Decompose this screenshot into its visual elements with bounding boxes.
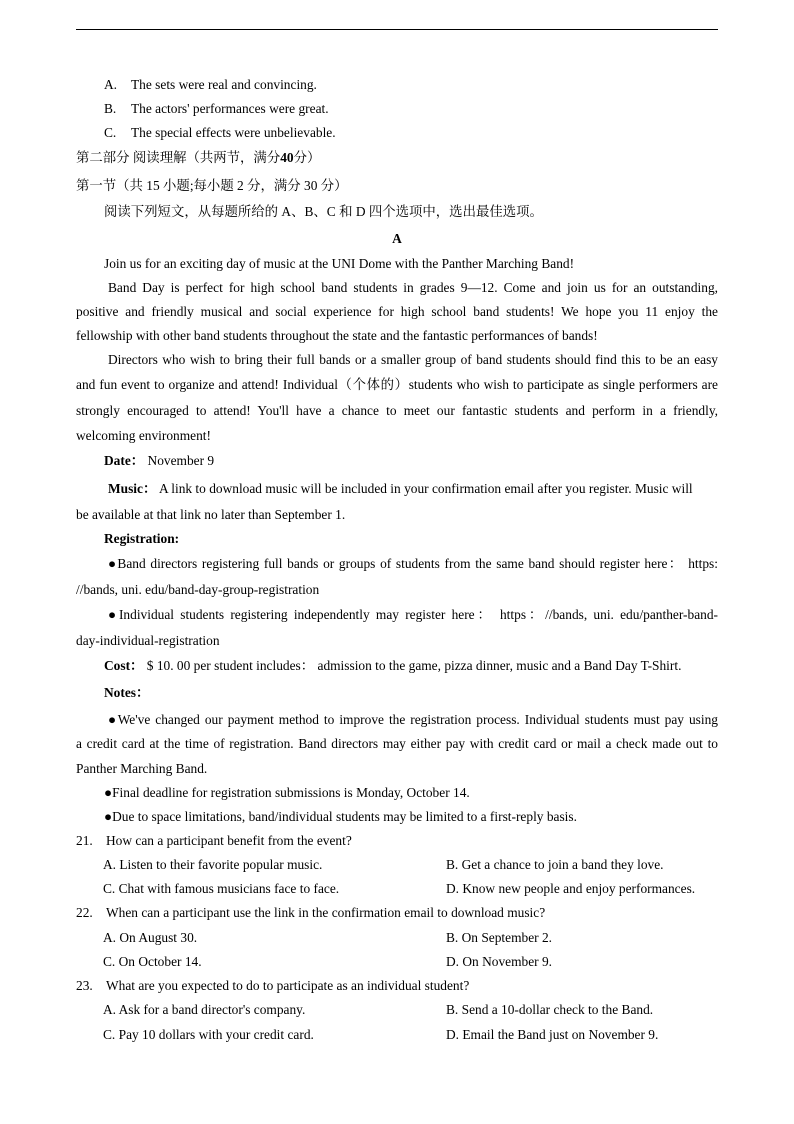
music-line2: be available at that link no later than September 1. [76, 507, 346, 522]
p2-line3: strongly encouraged to attend! You'll have a chance to meet our fantastic students and perform in a friendly, [76, 403, 718, 418]
q23-option-d[interactable]: D. Email the Band just on November 9. [446, 1027, 659, 1042]
q22-option-a[interactable]: A. On August 30. [103, 930, 198, 945]
instruction: 阅读下列短文，从每题所给的 A、B、C 和 D 四个选项中，选出最佳选项。 [104, 204, 543, 219]
part-heading: 第二部分 阅读理解（共两节，满分40分） [76, 150, 321, 165]
passage-letter: A [392, 231, 402, 246]
q23-option-c[interactable]: C. Pay 10 dollars with your credit card. [103, 1027, 314, 1042]
p2-line2: and fun event to organize and attend! Individual（个体的）students who wish to participate as single performers are [76, 377, 718, 392]
prev-option-b: B. The actors' performances were great. [104, 101, 329, 116]
question-22: 22. When can a participant use the link in the confirmation email to download music? [76, 905, 546, 920]
passage-intro: Join us for an exciting day of music at the UNI Dome with the Panther Marching Band! [104, 256, 575, 271]
q23-option-b[interactable]: B. Send a 10-dollar check to the Band. [446, 1002, 654, 1017]
q21-option-d[interactable]: D. Know new people and enjoy performances. [446, 881, 696, 896]
music-line1: Music： A link to download music will be included in your confirmation email after you register. Music will [108, 481, 693, 496]
p1-line2: positive and friendly musical and social experience for high school band students! We hope you 11 enjoy the [76, 304, 718, 319]
q22-option-c[interactable]: C. On October 14. [103, 954, 202, 969]
q22-option-b[interactable]: B. On September 2. [446, 930, 552, 945]
subsection-heading: 第一节（共 15 小题;每小题 2 分，满分 30 分） [76, 178, 348, 193]
p2-line4: welcoming environment! [76, 428, 211, 443]
notes-heading: Notes： [104, 685, 150, 700]
reg2-line2: day-individual-registration [76, 633, 220, 648]
q22-option-d[interactable]: D. On November 9. [446, 954, 552, 969]
q21-option-b[interactable]: B. Get a chance to join a band they love. [446, 857, 664, 872]
reg1-line2: //bands, uni. edu/band-day-group-registration [76, 582, 320, 597]
note3: ●Due to space limitations, band/individual students may be limited to a first-reply basis. [104, 809, 577, 824]
q23-option-a[interactable]: A. Ask for a band director's company. [103, 1002, 306, 1017]
prev-option-a: A. The sets were real and convincing. [104, 77, 317, 92]
p1-line3: fellowship with other band students throughout the state and the fantastic performances of bands! [76, 328, 598, 343]
note1-line2: a credit card at the time of registration. Band directors may either pay with credit card or mail a check made out to [76, 736, 718, 751]
prev-option-c: C. The special effects were unbelievable. [104, 125, 336, 140]
registration-heading: Registration: [104, 531, 180, 546]
note1-line1: ●We've changed our payment method to improve the registration process. Individual students must pay using [108, 712, 718, 727]
question-21: 21. How can a participant benefit from the event? [76, 833, 352, 848]
reg2-line1: ●Individual students registering independently may register here： https：//bands, uni. edu/panther-band- [108, 607, 718, 622]
note1-line3: Panther Marching Band. [76, 761, 208, 776]
header-rule [76, 29, 718, 30]
q21-option-c[interactable]: C. Chat with famous musicians face to face. [103, 881, 340, 896]
note2: ●Final deadline for registration submissions is Monday, October 14. [104, 785, 470, 800]
reg1-line1: ●Band directors registering full bands or groups of students from the same band should register here： https: [108, 556, 718, 571]
p1-line1: Band Day is perfect for high school band students in grades 9—12. Come and join us for an outstanding, [108, 280, 718, 295]
q21-option-a[interactable]: A. Listen to their favorite popular music. [103, 857, 323, 872]
cost-line: Cost： $ 10. 00 per student includes： admission to the game, pizza dinner, music and a Band Day T-Shirt. [104, 658, 682, 673]
date-line: Date： November 9 [104, 453, 215, 468]
p2-line1: Directors who wish to bring their full bands or a smaller group of band students should find this to be an easy [108, 352, 718, 367]
question-23: 23. What are you expected to do to participate as an individual student? [76, 978, 470, 993]
